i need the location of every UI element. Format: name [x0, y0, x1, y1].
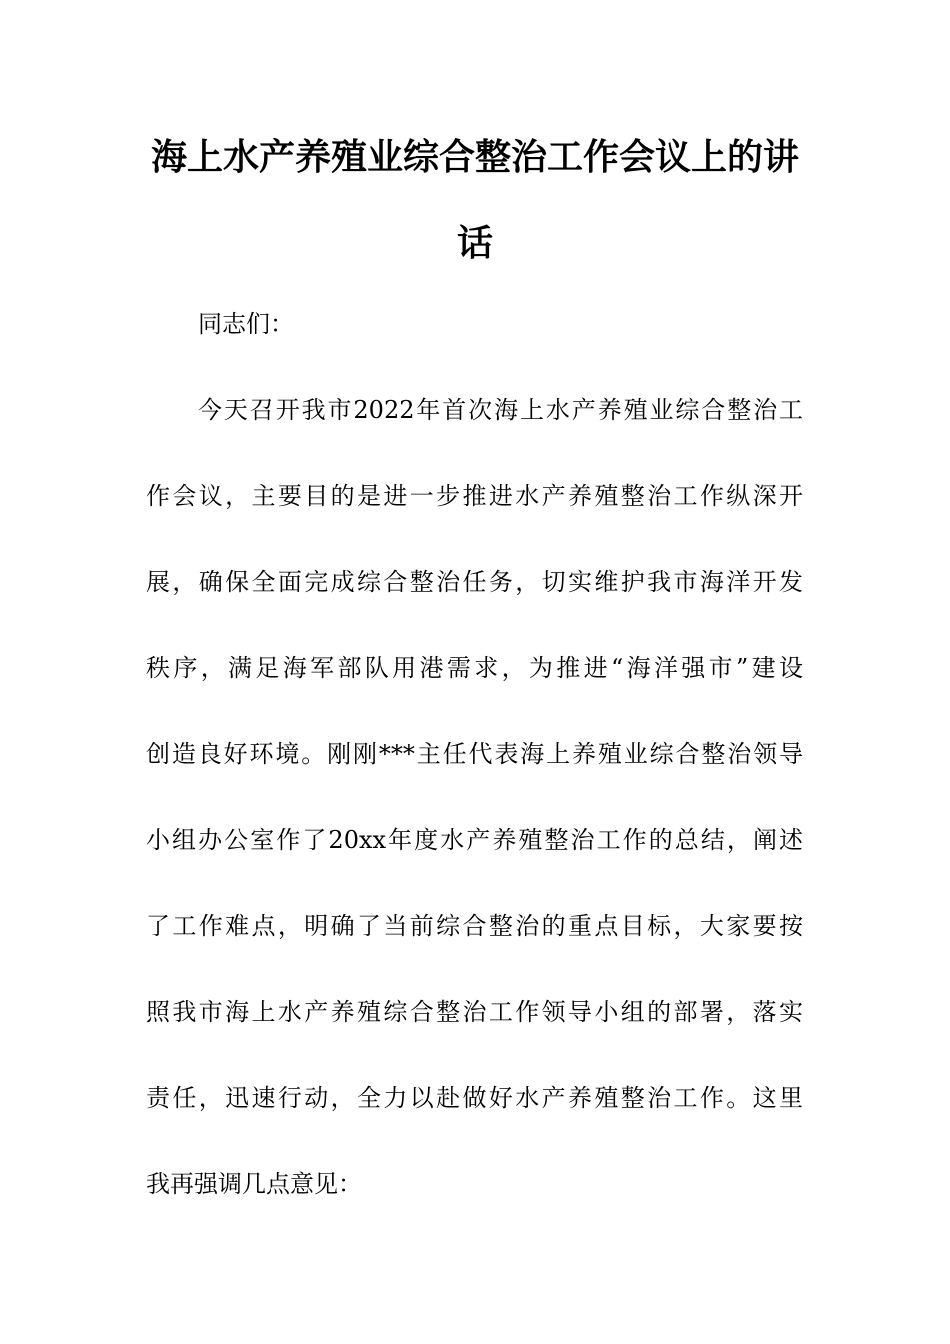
paragraph-line: 我再强调几点意见：: [146, 1170, 362, 1198]
document-title-line-2: 话: [456, 223, 493, 264]
paragraph-line: 责任，迅速行动，全力以赴做好水产养殖整治工作。这里: [146, 1084, 803, 1112]
paragraph-line: 照我市海上水产养殖综合整治工作领导小组的部署，落实: [146, 998, 803, 1026]
paragraph-line: 了工作难点，明确了当前综合整治的重点目标，大家要按: [146, 912, 803, 940]
paragraph-line: 今天召开我市2022年首次海上水产养殖业综合整治工: [198, 396, 803, 424]
paragraph-line: 小组办公室作了20xx年度水产养殖整治工作的总结，阐述: [146, 826, 803, 854]
paragraph-line: 作会议，主要目的是进一步推进水产养殖整治工作纵深开: [146, 482, 803, 510]
paragraph-line: 秩序，满足海军部队用港需求，为推进“海洋强市”建设: [146, 654, 803, 682]
document-title-line-1: 海上水产养殖业综合整治工作会议上的讲: [150, 137, 799, 178]
salutation: 同志们：: [198, 310, 294, 338]
paragraph-line: 创造良好环境。刚刚***主任代表海上养殖业综合整治领导: [146, 740, 803, 768]
paragraph-line: 展，确保全面完成综合整治任务，切实维护我市海洋开发: [146, 568, 803, 596]
